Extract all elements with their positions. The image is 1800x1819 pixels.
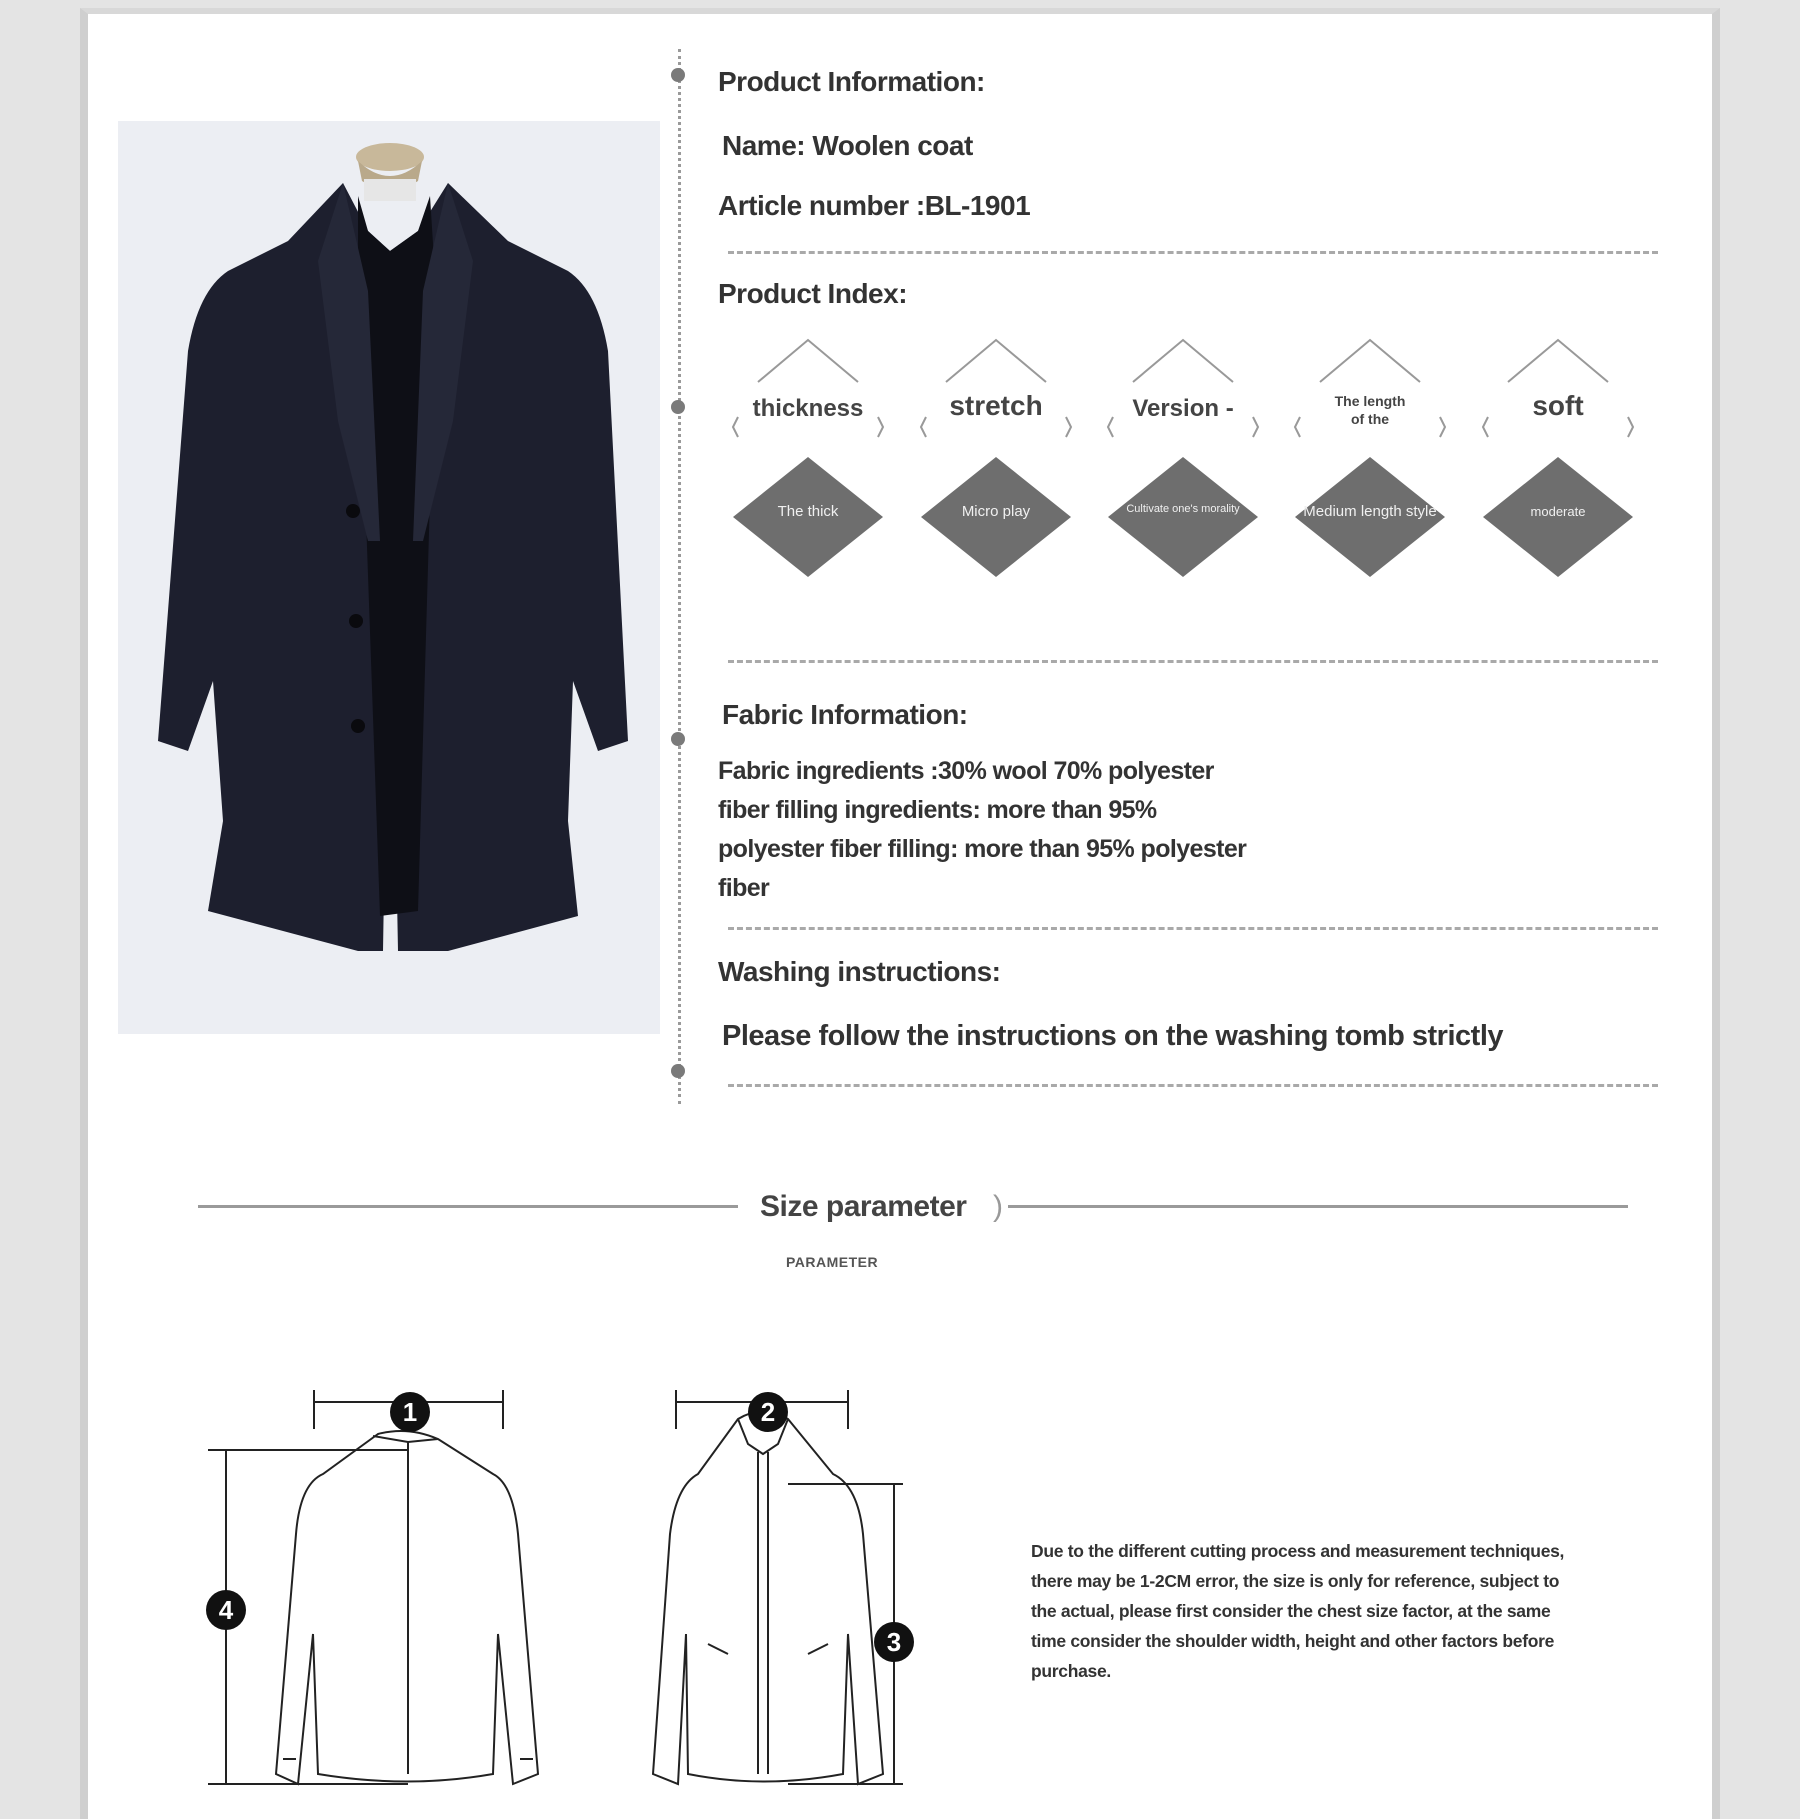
index-value: Cultivate one's morality bbox=[1126, 503, 1240, 515]
product-name: Name: Woolen coat bbox=[722, 130, 973, 161]
divider bbox=[728, 660, 1658, 663]
index-frame-icon bbox=[1290, 332, 1450, 592]
index-frame-icon bbox=[1103, 332, 1263, 592]
size-diagram bbox=[208, 1374, 1108, 1819]
index-frame-icon bbox=[1478, 332, 1638, 592]
coat-outline-diagram bbox=[208, 1374, 1108, 1819]
fabric-line: polyester fiber filling: more than 95% polyester bbox=[718, 835, 1247, 863]
index-item-thickness bbox=[728, 332, 888, 592]
measure-marker-3: 3 bbox=[874, 1622, 914, 1662]
index-label: Version - bbox=[1132, 395, 1234, 422]
product-info-heading: Product Information: bbox=[718, 66, 985, 97]
size-parameter-subtitle: PARAMETER bbox=[786, 1254, 879, 1270]
fabric-info-heading: Fabric Information: bbox=[722, 699, 968, 730]
index-item-version bbox=[1103, 332, 1263, 592]
index-item-length bbox=[1290, 332, 1450, 592]
index-value: The thick bbox=[777, 503, 839, 520]
index-item-soft bbox=[1478, 332, 1638, 592]
product-photo bbox=[118, 121, 660, 1034]
timeline-dot bbox=[671, 400, 685, 414]
timeline-dot bbox=[671, 1064, 685, 1078]
index-frame-icon bbox=[728, 332, 888, 592]
divider bbox=[728, 251, 1658, 254]
fabric-info-text bbox=[718, 752, 1618, 908]
fabric-line: fiber bbox=[718, 874, 770, 902]
washing-heading: Washing instructions: bbox=[718, 956, 1001, 987]
fabric-line: fiber filling ingredients: more than 95% bbox=[718, 796, 1157, 824]
washing-text: Please follow the instructions on the washing tomb strictly bbox=[722, 1020, 1503, 1052]
divider bbox=[728, 927, 1658, 930]
product-index-row bbox=[728, 332, 1648, 622]
index-label: soft bbox=[1532, 390, 1584, 421]
woolen-coat-image bbox=[118, 121, 660, 1034]
index-value: Micro play bbox=[961, 503, 1031, 520]
fabric-line: Fabric ingredients :30% wool 70% polyester bbox=[718, 757, 1214, 785]
measure-marker-4: 4 bbox=[206, 1590, 246, 1630]
product-detail-page bbox=[80, 8, 1720, 1819]
timeline-dot bbox=[671, 732, 685, 746]
index-label: thickness bbox=[752, 395, 864, 422]
index-label: stretch bbox=[949, 390, 1043, 421]
timeline-line bbox=[678, 49, 681, 1104]
timeline-dot bbox=[671, 68, 685, 82]
index-frame-icon bbox=[916, 332, 1076, 592]
bracket-icon: ) bbox=[993, 1190, 1003, 1223]
size-rule-left bbox=[198, 1205, 738, 1208]
index-value: Medium length style bbox=[1303, 503, 1437, 520]
measure-marker-1: 1 bbox=[390, 1392, 430, 1432]
size-note: Due to the different cutting process and measurement techniques, there may be 1-2CM error, the size is only for reference, subject to the actual, please first consider the chest size factor, at the same time consider the shoulder width, height and other factors before purchase. bbox=[1031, 1541, 1565, 1681]
size-rule-right bbox=[1008, 1205, 1628, 1208]
divider bbox=[728, 1084, 1658, 1087]
index-value: moderate bbox=[1530, 504, 1586, 519]
size-parameter-title: Size parameter bbox=[760, 1190, 967, 1223]
index-item-stretch bbox=[916, 332, 1076, 592]
index-label: The length of the bbox=[1334, 393, 1406, 427]
measure-marker-2: 2 bbox=[748, 1392, 788, 1432]
article-number: Article number :BL-1901 bbox=[718, 190, 1031, 221]
product-index-heading: Product Index: bbox=[718, 278, 908, 309]
